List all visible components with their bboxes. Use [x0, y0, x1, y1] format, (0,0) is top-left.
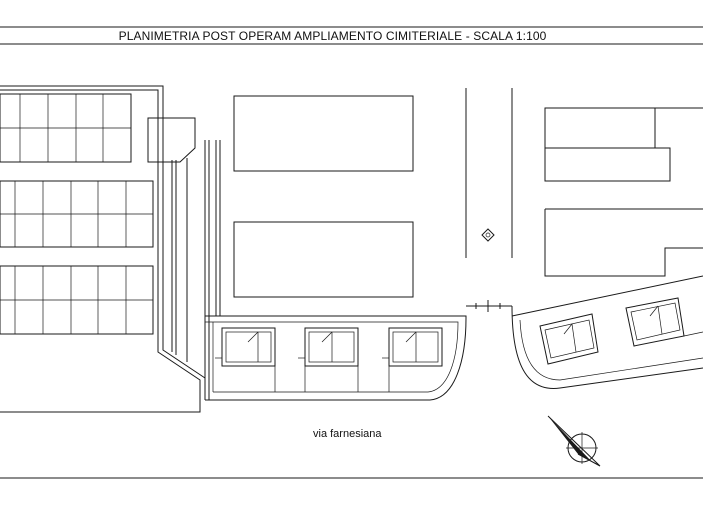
central-access-road	[466, 88, 512, 258]
right-buildings	[545, 108, 703, 276]
drawing-frame	[0, 27, 703, 478]
burial-grid-block-bottom	[0, 266, 153, 334]
compass-north-arrow-icon	[548, 416, 600, 466]
chapel-row-right	[512, 276, 703, 388]
drawing-title: PLANIMETRIA POST OPERAM AMPLIAMENTO CIMITERIALE - SCALA 1:100	[118, 29, 547, 43]
small-kiosk	[148, 118, 195, 162]
chapel-row-left	[205, 316, 466, 400]
left-boundary-wall	[0, 86, 205, 412]
entrance-gate	[466, 300, 512, 312]
street-label: via farnesiana	[313, 428, 382, 440]
survey-marker-icon	[482, 229, 494, 241]
burial-grid-block-top	[0, 94, 131, 162]
central-burial-fields	[234, 96, 413, 297]
burial-grid-block-middle	[0, 181, 153, 247]
